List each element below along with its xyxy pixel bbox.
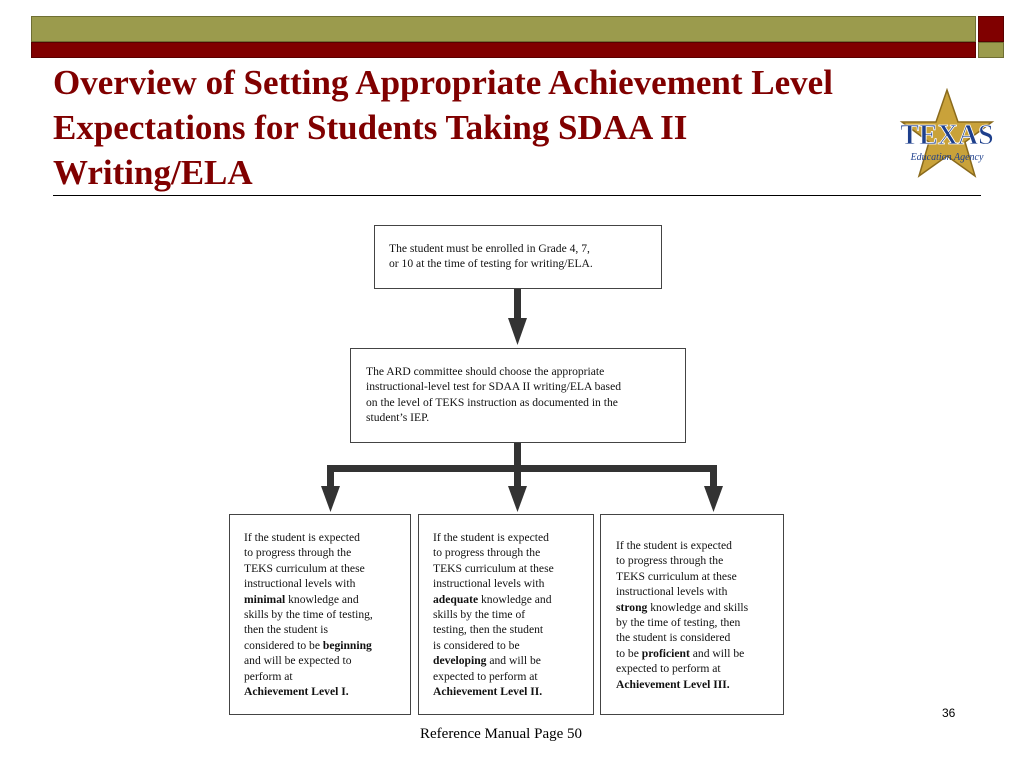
box-line: expected to perform at xyxy=(433,669,538,683)
box-line xyxy=(433,653,593,668)
box-line: skills by the time of testing, xyxy=(244,608,373,622)
box-line: TEKS curriculum at these xyxy=(244,561,365,575)
keyword-developing: developing xyxy=(433,654,487,668)
box-line xyxy=(433,592,593,607)
connector-left xyxy=(327,469,334,489)
reference-caption: Reference Manual Page 50 xyxy=(420,726,583,742)
arrow-1-2 xyxy=(508,318,527,345)
header-bar-maroon xyxy=(31,42,976,58)
box-line: perform at xyxy=(244,669,293,683)
logo-word: TEXAS xyxy=(900,120,994,151)
arrow-mid xyxy=(508,486,527,512)
texas-education-agency-logo xyxy=(888,88,1006,184)
enrollment-requirement-box xyxy=(374,225,662,289)
header-square-maroon xyxy=(978,16,1004,42)
header-square-olive xyxy=(978,42,1004,58)
achievement-level-label: Achievement Level III. xyxy=(616,677,730,691)
keyword-strong: strong xyxy=(616,600,648,614)
achievement-level-label: Achievement Level II. xyxy=(433,685,543,699)
box-line xyxy=(244,592,410,607)
box-line: If the student is expected xyxy=(616,539,732,552)
outcome-beginning-box xyxy=(229,514,411,715)
connector-1-2 xyxy=(514,289,521,321)
title-line-3: Writing/ELA xyxy=(53,153,253,192)
title-line-1: Overview of Setting Appropriate Achievement Level xyxy=(53,63,833,102)
box-line: instructional levels with xyxy=(244,577,356,591)
box-line xyxy=(616,600,783,615)
line-text: knowledge and skills xyxy=(647,600,749,614)
box-line: testing, then the student xyxy=(433,623,544,637)
box-line: TEKS curriculum at these xyxy=(433,561,554,575)
box-line xyxy=(616,646,783,661)
box-line: by the time of testing, then xyxy=(616,616,741,630)
achievement-level-label: Achievement Level I. xyxy=(244,685,349,699)
box-line: instructional levels with xyxy=(433,577,545,591)
arrow-left xyxy=(321,486,340,512)
ard-committee-box xyxy=(350,348,686,443)
title-divider xyxy=(53,195,981,196)
line-text: and will be xyxy=(486,654,541,668)
box-line: If the student is expected xyxy=(244,531,360,544)
logo-subtitle: Education Agency xyxy=(910,152,984,163)
box-line: or 10 at the time of testing for writing/ELA. xyxy=(389,257,593,271)
keyword-adequate: adequate xyxy=(433,592,479,606)
connector-mid xyxy=(514,469,521,489)
box-line: expected to perform at xyxy=(616,662,721,676)
keyword-minimal: minimal xyxy=(244,592,286,606)
box-line xyxy=(244,638,410,653)
box-line: student’s IEP. xyxy=(366,411,430,425)
box-line: If the student is expected xyxy=(433,531,549,544)
box-line: on the level of TEKS instruction as documented in the xyxy=(366,395,618,409)
keyword-beginning: beginning xyxy=(322,638,372,652)
page-number: 36 xyxy=(942,706,956,720)
box-line: then the student is xyxy=(244,623,329,637)
line-text: considered to be xyxy=(244,638,323,652)
line-text: knowledge and xyxy=(478,592,552,606)
connector-trunk xyxy=(514,443,521,469)
slide-title xyxy=(53,60,893,195)
box-line: to progress through the xyxy=(244,546,352,560)
box-line: to progress through the xyxy=(616,554,724,568)
box-line: instructional levels with xyxy=(616,585,728,599)
arrow-right xyxy=(704,486,723,512)
keyword-proficient: proficient xyxy=(641,646,690,660)
box-line: and will be expected to xyxy=(244,654,352,668)
box-line: skills by the time of xyxy=(433,608,526,622)
header-bar-olive xyxy=(31,16,976,42)
title-line-2: Expectations for Students Taking SDAA II xyxy=(53,108,688,147)
box-line: TEKS curriculum at these xyxy=(616,569,737,583)
box-line: The ARD committee should choose the appropriate xyxy=(366,365,605,378)
box-line: to progress through the xyxy=(433,546,541,560)
line-text: knowledge and xyxy=(285,592,359,606)
box-line: is considered to be xyxy=(433,638,520,652)
outcome-proficient-box xyxy=(600,514,784,715)
line-text: and will be xyxy=(689,646,745,660)
outcome-developing-box xyxy=(418,514,594,715)
connector-right xyxy=(710,469,717,489)
box-line: The student must be enrolled in Grade 4, 7, xyxy=(389,242,590,255)
box-line: instructional-level test for SDAA II writing/ELA based xyxy=(366,380,622,394)
connector-branch xyxy=(327,465,717,472)
box-line: the student is considered xyxy=(616,631,731,645)
line-text: to be xyxy=(616,646,642,660)
